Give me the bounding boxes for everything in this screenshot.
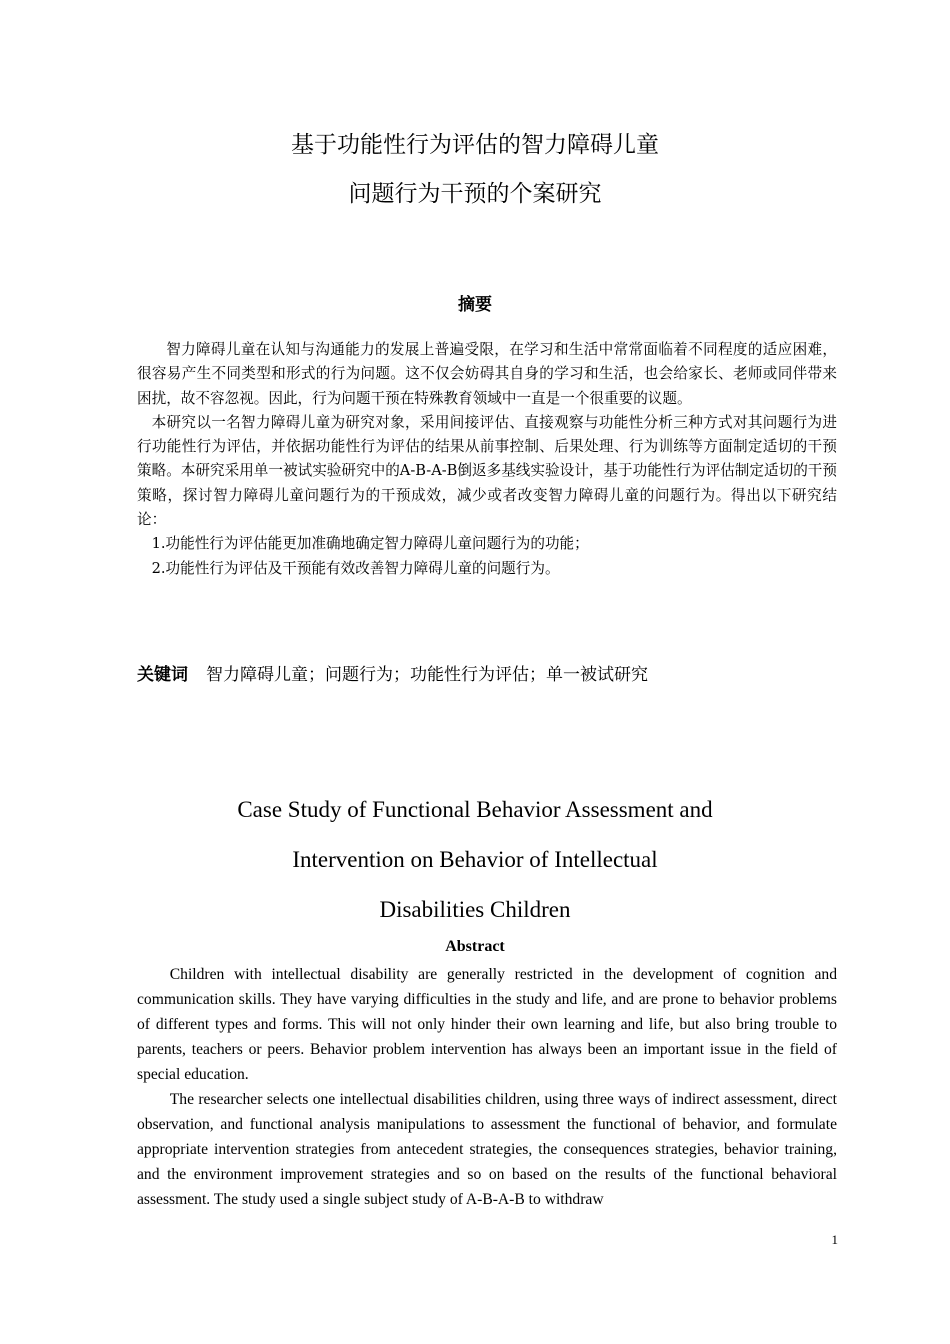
chinese-abstract-body	[137, 338, 837, 581]
english-title-line-2: Intervention on Behavior of Intellectual	[292, 847, 658, 872]
page-number: 1	[831, 1232, 838, 1247]
chinese-abstract-paragraph-1: 智力障碍儿童在认知与沟通能力的发展上普遍受限，在学习和生活中常常面临着不同程度的适应困难，很容易产生不同类型和形式的行为问题。这不仅会妨碍其自身的学习和生活，也会给家长、老师或同伴带来困扰，故不容忽视。因此，行为问题干预在特殊教育领域中一直是一个很重要的议题。	[137, 341, 837, 407]
chinese-conclusion-2: 2.功能性行为评估及干预能有效改善智力障碍儿童的问题行为。	[151, 559, 560, 577]
english-title-line-1: Case Study of Functional Behavior Assessment and	[237, 797, 713, 822]
chinese-abstract-heading: 摘要	[458, 295, 492, 315]
keywords-text: 智力障碍儿童；问题行为；功能性行为评估；单一被试研究	[206, 665, 648, 685]
english-abstract-paragraph-2: The researcher selects one intellectual disabilities children, using three ways of indirect assessment, direct observation, and functional analysis manipulations to assessment the functional of behavior, and formulate appropriate intervention strategies from antecedent strategies, the consequences strategies, behavior training, and the environment improvement strategies and so on based on the results of the functional behavioral assessment. The study used a single subject study of A-B-A-B to withdraw	[137, 1091, 837, 1208]
chinese-abstract-paragraph-2: 本研究以一名智力障碍儿童为研究对象，采用间接评估、直接观察与功能性分析三种方式对其问题行为进行功能性行为评估，并依据功能性行为评估的结果从前事控制、后果处理、行为训练等方面制定适切的干预策略。本研究采用单一被试实验研究中的A-B-A-B倒返多基线实验设计，基于功能性行为评估制定适切的干预策略，探讨智力障碍儿童问题行为的干预成效，减少或者改变智力障碍儿童的问题行为。得出以下研究结论：	[137, 413, 837, 529]
chinese-title-line-1: 基于功能性行为评估的智力障碍儿童	[291, 132, 659, 158]
english-abstract-body	[137, 962, 837, 1212]
chinese-title-line-2: 问题行为干预的个案研究	[348, 181, 602, 207]
chinese-conclusion-1: 1.功能性行为评估能更加准确地确定智力障碍儿童问题行为的功能；	[151, 535, 589, 553]
keywords-label: 关键词	[137, 665, 188, 685]
english-abstract-paragraph-1: Children with intellectual disability are generally restricted in the development of cognition and communication skills. They have varying difficulties in the study and life, and are prone to behavior problems of different types and forms. This will not only hinder their own learning and life, but also bring trouble to parents, teachers or peers. Behavior problem intervention has always been an important issue in the field of special education.	[137, 966, 837, 1083]
english-title-line-3: Disabilities Children	[379, 897, 571, 922]
english-abstract-heading: Abstract	[445, 938, 505, 955]
chinese-keywords	[137, 663, 837, 687]
